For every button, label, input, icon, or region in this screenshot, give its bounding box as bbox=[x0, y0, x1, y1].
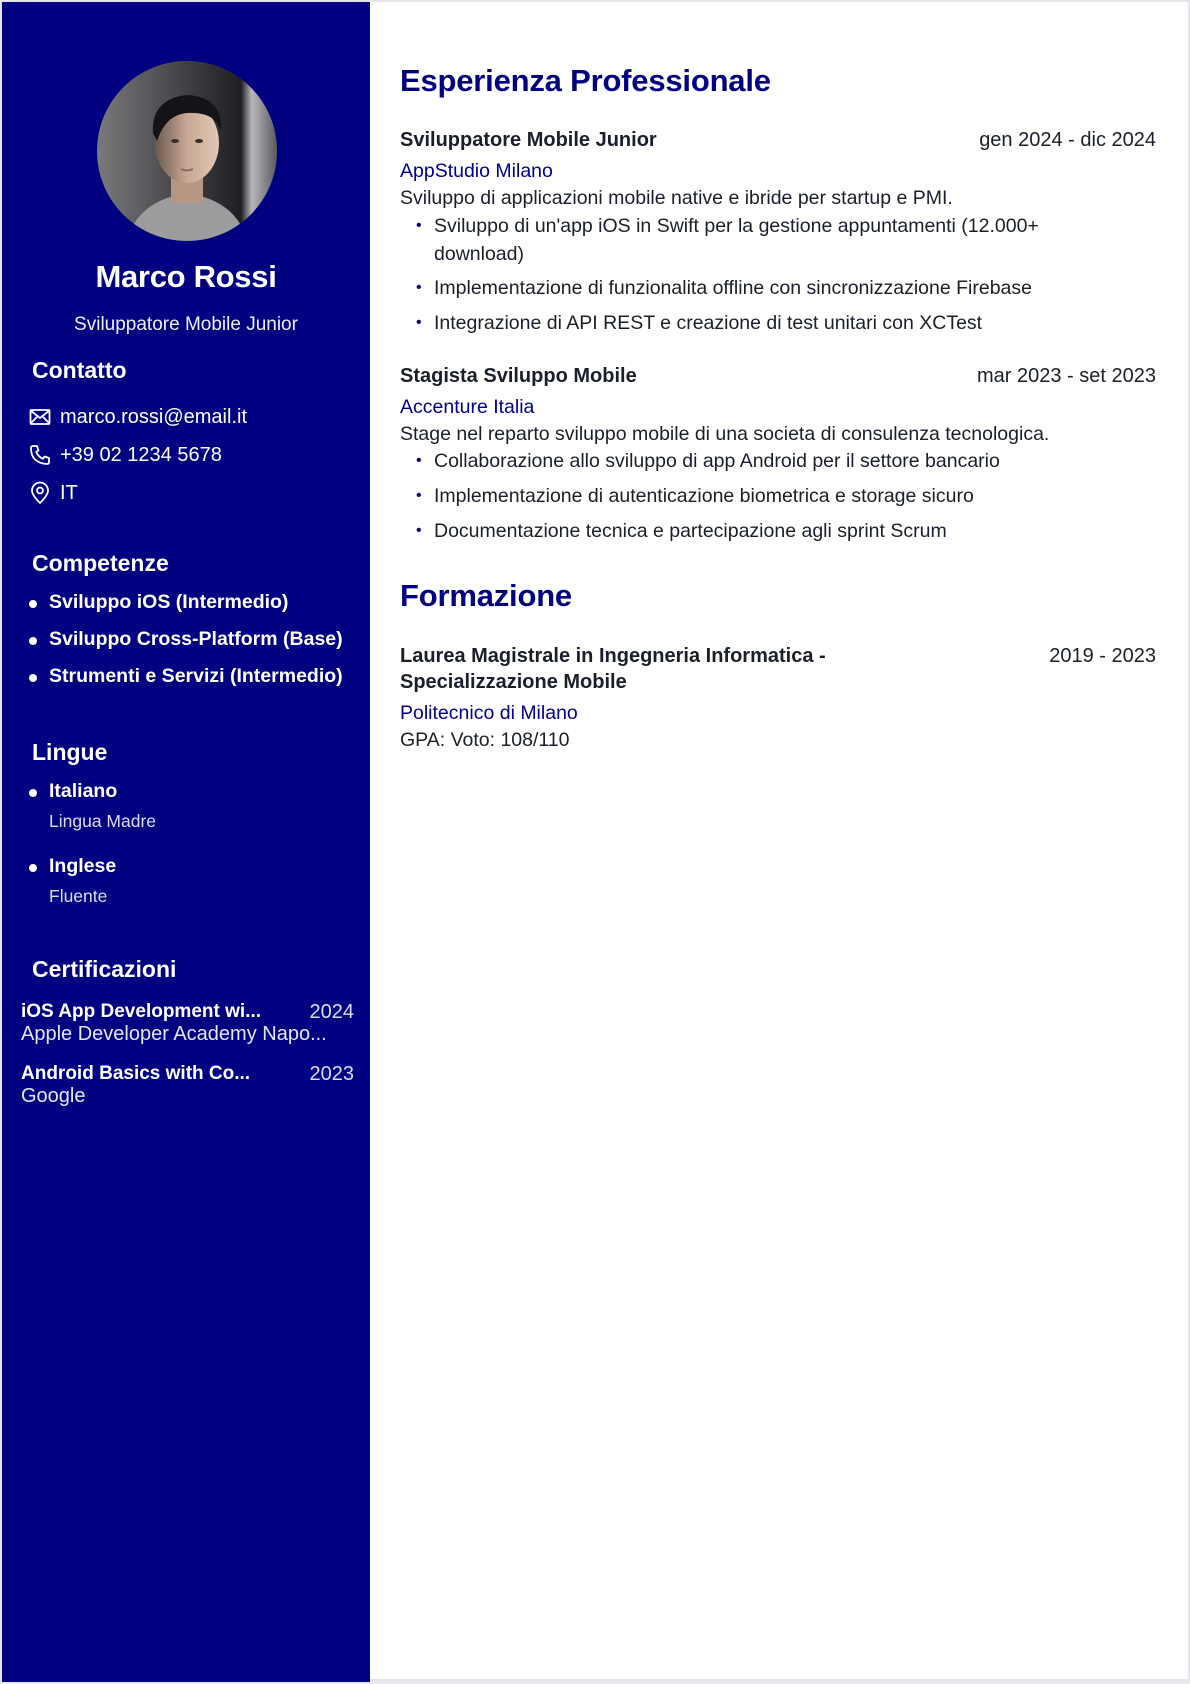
skill-label: Strumenti e Servizi (Intermedio) bbox=[49, 665, 343, 687]
email-text: marco.rossi@email.it bbox=[60, 405, 248, 428]
job-bullet: • Integrazione di API REST e creazione di test unitari con XCTest bbox=[416, 309, 1116, 337]
bullet-icon: • bbox=[416, 314, 422, 331]
certifications-heading: Certificazioni bbox=[32, 956, 177, 982]
profile-photo bbox=[97, 61, 277, 241]
degree-title-line2: Specializzazione Mobile bbox=[400, 671, 627, 693]
job-bullet: • Sviluppo di un'app iOS in Swift per la gestione appuntamenti (12.000+ download) bbox=[416, 212, 1116, 268]
candidate-name: Marco Rossi bbox=[95, 259, 277, 294]
contact-location bbox=[28, 481, 78, 505]
job-dates: gen 2024 - dic 2024 bbox=[979, 129, 1156, 151]
job-title: Sviluppatore Mobile Junior bbox=[400, 129, 657, 151]
cert-issuer: Google bbox=[21, 1085, 86, 1107]
bullet-icon bbox=[29, 637, 37, 645]
phone-icon bbox=[28, 443, 52, 467]
bullet-icon bbox=[29, 600, 37, 608]
skill-item bbox=[29, 628, 343, 651]
portrait-image bbox=[97, 61, 277, 241]
job-dates: mar 2023 - set 2023 bbox=[977, 365, 1156, 387]
job-bullet: • Collaborazione allo sviluppo di app Android per il settore bancario bbox=[416, 447, 1116, 475]
bullet-icon bbox=[29, 789, 37, 797]
languages-heading: Lingue bbox=[32, 739, 108, 765]
candidate-title: Sviluppatore Mobile Junior bbox=[74, 314, 298, 335]
job-company: AppStudio Milano bbox=[400, 160, 553, 182]
education-heading: Formazione bbox=[400, 578, 572, 613]
education-grade: GPA: Voto: 108/110 bbox=[400, 729, 570, 751]
cert-title: Android Basics with Co... bbox=[21, 1063, 251, 1084]
sidebar bbox=[2, 2, 370, 1682]
bullet-icon bbox=[29, 864, 37, 872]
cert-year: 2023 bbox=[309, 1063, 354, 1085]
education-dates: 2019 - 2023 bbox=[1049, 645, 1156, 667]
job-company: Accenture Italia bbox=[400, 396, 535, 418]
bullet-icon: • bbox=[416, 522, 422, 539]
skill-label: Sviluppo Cross-Platform (Base) bbox=[49, 628, 343, 650]
job-bullet: • Implementazione di funzionalita offline con sincronizzazione Firebase bbox=[416, 274, 1116, 302]
language-level: Fluente bbox=[49, 886, 108, 906]
degree-title-line1: Laurea Magistrale in Ingegneria Informatica - bbox=[400, 645, 826, 667]
cert-issuer: Apple Developer Academy Napo... bbox=[21, 1023, 327, 1045]
job-description: Sviluppo di applicazioni mobile native e ibride per startup e PMI. bbox=[400, 187, 953, 209]
bullet-icon: • bbox=[416, 217, 422, 234]
skill-item bbox=[29, 591, 288, 614]
bullet-icon: • bbox=[416, 452, 422, 469]
cert-year: 2024 bbox=[309, 1001, 354, 1023]
contact-email[interactable] bbox=[28, 405, 247, 429]
language-level: Lingua Madre bbox=[49, 811, 157, 831]
language-name: Inglese bbox=[49, 855, 117, 877]
experience-heading: Esperienza Professionale bbox=[400, 63, 771, 98]
bullet-icon: • bbox=[416, 487, 422, 504]
skill-item bbox=[29, 665, 343, 688]
job-description: Stage nel reparto sviluppo mobile di una societa di consulenza tecnologica. bbox=[400, 423, 1050, 445]
skills-heading: Competenze bbox=[32, 550, 169, 576]
job-bullet: • Implementazione di autenticazione biometrica e storage sicuro bbox=[416, 482, 1116, 510]
bullet-icon: • bbox=[416, 279, 422, 296]
mail-icon bbox=[28, 405, 52, 429]
language-item bbox=[29, 780, 117, 803]
bullet-icon bbox=[29, 674, 37, 682]
language-item bbox=[29, 855, 116, 878]
contact-heading: Contatto bbox=[32, 357, 127, 383]
phone-text: +39 02 1234 5678 bbox=[60, 443, 222, 466]
contact-phone[interactable] bbox=[28, 443, 222, 467]
school-name: Politecnico di Milano bbox=[400, 702, 578, 724]
location-text: IT bbox=[60, 481, 78, 504]
cert-title: iOS App Development wi... bbox=[21, 1001, 261, 1022]
job-title: Stagista Sviluppo Mobile bbox=[400, 365, 637, 387]
location-pin-icon bbox=[28, 481, 52, 505]
language-name: Italiano bbox=[49, 780, 118, 802]
job-bullet: • Documentazione tecnica e partecipazione agli sprint Scrum bbox=[416, 517, 1116, 545]
skill-label: Sviluppo iOS (Intermedio) bbox=[49, 591, 289, 613]
